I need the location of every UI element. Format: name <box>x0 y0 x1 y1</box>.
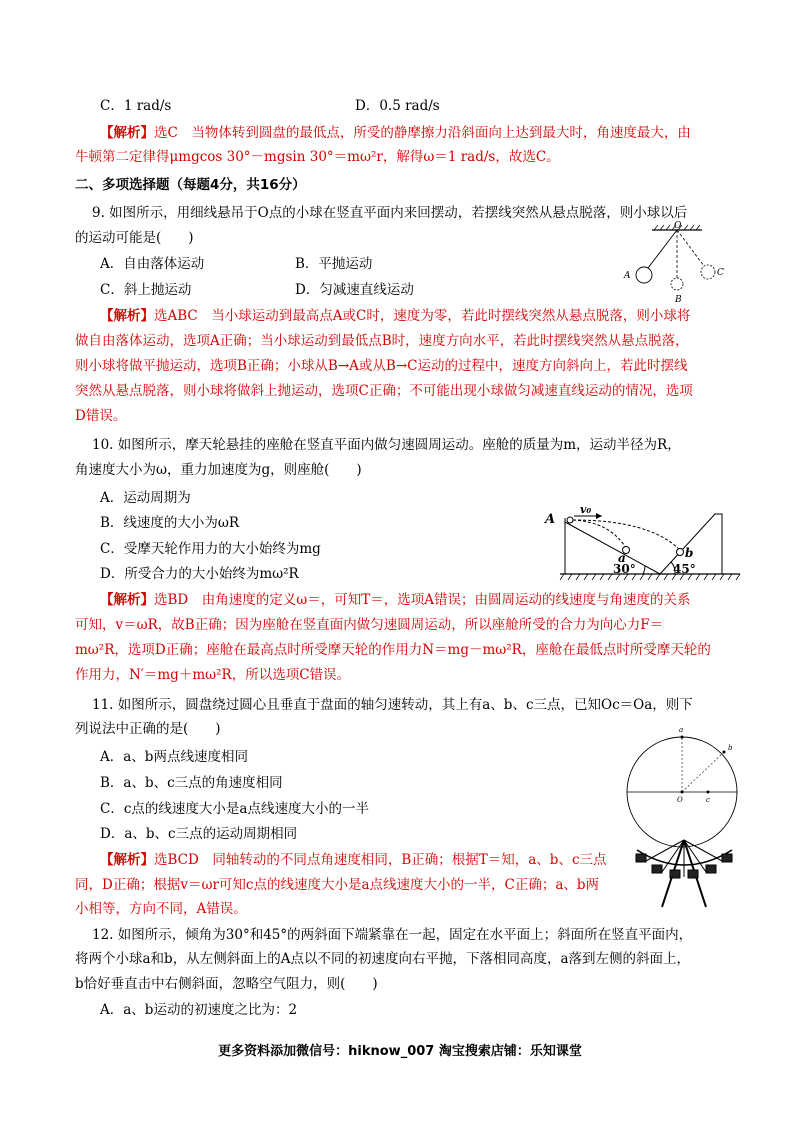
ferris-wheel <box>636 840 732 907</box>
q9-stem-line-1: 9. 如图所示，用细线悬吊于O点的小球在竖直平面内来回摆动，若摆线突然从悬点脱落，则小球以后 <box>92 205 688 221</box>
q8-analysis-line-1: 【解析】选C 当物体转到圆盘的最低点，所受的静摩擦力沿斜面向上达到最大时，角速度最大，由 <box>100 125 691 141</box>
pendulum-figure <box>612 220 732 305</box>
q10-option-d: D．所受合力的大小始终为mω²R <box>100 566 299 582</box>
pendulum-b-label: B <box>675 295 682 305</box>
q11-option-d: D．a、b、c三点的运动周期相同 <box>100 826 298 842</box>
slope-a-point-label: A <box>545 512 556 527</box>
q10-option-a: A．运动周期为 <box>100 490 191 506</box>
pendulum-ball-a <box>636 267 652 283</box>
pendulum-a-label: A <box>624 271 631 281</box>
q11-analysis-line-3: 小相等，方向不同，A错误。 <box>75 901 247 917</box>
q11-option-a: A．a、b两点线速度相同 <box>100 749 248 765</box>
disk-o-label: O <box>677 796 683 804</box>
q9-analysis-line-1: 【解析】选ABC 当小球运动到最高点A或C时，速度为零，若此时摆线突然从悬点脱落，则小球将 <box>100 308 691 324</box>
q12-stem-line-1: 12. 如图所示，倾角为30°和45°的两斜面下端紧靠在一起，固定在水平面上；斜面所在竖直平面内， <box>92 927 693 943</box>
pendulum-c-label: C <box>717 268 724 278</box>
disk-a-label: a <box>679 726 684 734</box>
page-footer: 更多资料添加微信号：hiknow_007 淘宝搜索店铺：乐知课堂 <box>218 1044 582 1059</box>
q9-option-b: B．平抛运动 <box>295 256 373 272</box>
q12-stem-line-3: b恰好垂直击中右侧斜面，忽略空气阻力，则( ) <box>75 976 378 992</box>
q10-analysis-line-2: 可知，v＝ωR，故B正确；因为座舱在竖直面内做匀速圆周运动，所以座舱所受的合力为向心力F＝ <box>75 617 664 633</box>
slope-ball-a-label: a <box>618 551 626 565</box>
q10-analysis-line-4: 作用力，N′＝mg＋mω²R，所以选项C错误。 <box>75 667 351 683</box>
q9-stem-line-2: 的运动可能是( ) <box>75 230 194 246</box>
q11-analysis-line-2: 同，D正确；根据v＝ωr可知c点的线速度大小是a点线速度大小的一半，C正确；a、b两 <box>75 877 600 893</box>
pendulum-o-label: O <box>674 221 682 231</box>
q10-option-b: B．线速度的大小为ωR <box>100 515 240 531</box>
pendulum-ball-c <box>701 265 715 279</box>
q12-option-a: A．a、b运动的初速度之比为：2 <box>100 1002 298 1018</box>
q11-stem-line-2: 列说法中正确的是( ) <box>75 721 221 737</box>
q9-analysis-line-3: 则小球将做平抛运动，选项B正确；小球从B→A或从B→C运动的过程中，速度方向斜向上，若此时摆线 <box>75 358 688 374</box>
q9-analysis-line-5: D错误。 <box>75 408 127 424</box>
q8-option-d: D．0.5 rad/s <box>355 98 440 114</box>
q10-analysis-line-1: 【解析】选BD 由角速度的定义ω＝，可知T＝，选项A错误；由圆周运动的线速度与角速度的关系 <box>100 592 691 608</box>
q9-option-c: C．斜上抛运动 <box>100 282 192 298</box>
disk-and-wheel-figure <box>622 722 747 912</box>
section-title: 二、多项选择题（每题4分，共16分） <box>75 177 306 193</box>
q8-analysis-line-2: 牛顿第二定律得μmgcos 30°－mgsin 30°＝mω²r，解得ω＝1 rad/s，故选C。 <box>75 149 560 165</box>
q11-stem-line-1: 11. 如图所示，圆盘绕过圆心且垂直于盘面的轴匀速转动，其上有a、b、c三点，已知Oc＝Oa，则下 <box>92 697 693 713</box>
slope-v0-label: v₀ <box>580 503 592 516</box>
pendulum-ball-b <box>671 278 683 290</box>
q9-analysis-line-4: 突然从悬点脱落，则小球将做斜上抛运动，选项C正确；不可能出现小球做匀减速直线运动的情况，选项 <box>75 383 693 399</box>
slope-angle-30: 30° <box>613 562 636 576</box>
q11-option-b: B．a、b、c三点的角速度相同 <box>100 775 283 791</box>
q10-analysis-line-3: mω²R，选项D正确；座舱在最高点时所受摩天轮的作用力N＝mg－mω²R，座舱在最低点时所受摩天轮的 <box>75 642 711 658</box>
slope-figure <box>540 500 745 585</box>
slope-ball-b-label: b <box>685 546 694 560</box>
q9-analysis-line-2: 做自由落体运动，选项A正确；当小球运动到最低点B时，速度方向水平，若此时摆线突然从悬点脱落， <box>75 333 689 349</box>
q12-stem-line-2: 将两个小球a和b，从左侧斜面上的A点以不同的初速度向右平抛，下落相同高度，a落到左侧的斜面上， <box>75 951 690 967</box>
disk-c-label: c <box>706 796 710 804</box>
q10-stem-line-1: 10. 如图所示，摩天轮悬挂的座舱在竖直平面内做匀速圆周运动。座舱的质量为m，运动半径为R， <box>92 437 681 453</box>
q10-option-c: C．受摩天轮作用力的大小始终为mg <box>100 541 321 557</box>
q8-option-c: C．1 rad/s <box>100 98 172 114</box>
q11-option-c: C．c点的线速度大小是a点线速度大小的一半 <box>100 801 369 817</box>
slope-angle-45: 45° <box>673 562 696 576</box>
q10-stem-line-2: 角速度大小为ω，重力加速度为g，则座舱( ) <box>75 462 362 478</box>
disk-b-label: b <box>728 744 733 752</box>
q9-option-d: D．匀减速直线运动 <box>295 282 414 298</box>
q11-analysis-line-1: 【解析】选BCD 同轴转动的不同点角速度相同，B正确；根据T＝知，a、b、c三点 <box>100 852 607 868</box>
q9-option-a: A．自由落体运动 <box>100 256 205 272</box>
